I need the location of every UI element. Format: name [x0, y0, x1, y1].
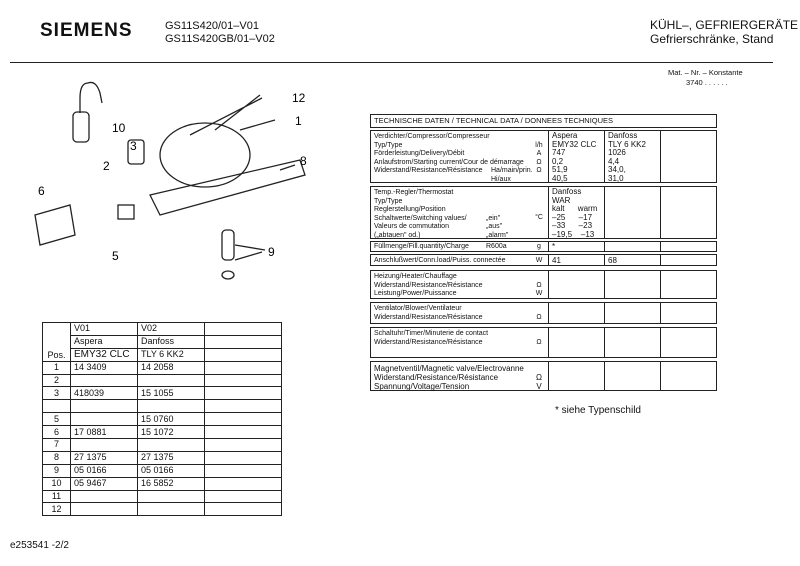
unit: A: [536, 150, 542, 158]
unit: l/h: [535, 141, 543, 149]
part-number-cell: 15 1072: [138, 426, 205, 439]
empty-cell: [205, 464, 282, 477]
cover-shape: [35, 205, 75, 245]
row-label: Förderleistung/Delivery/Débit: [374, 150, 465, 158]
v01-value: 41: [548, 255, 604, 265]
exploded-parts-drawing: [0, 80, 340, 300]
empty-column: [660, 131, 717, 182]
pos-cell: 7: [43, 439, 71, 452]
document-id: e253541 -2/2: [10, 540, 69, 551]
tech-title-box: [370, 114, 717, 128]
label-2: 2: [103, 159, 110, 173]
model-v02: GS11S420GB/01–V02: [165, 33, 275, 45]
grommet-shape: [222, 230, 234, 260]
fill-section: Füllmenge/Fill.quantity/Charge R600a g *: [370, 241, 717, 252]
empty-cell: [205, 439, 282, 452]
footnote: * siehe Typenschild: [555, 405, 641, 416]
table-row: [43, 464, 282, 477]
label-5: 5: [112, 249, 119, 263]
header-rule: [10, 62, 773, 63]
part-number-cell: 418039: [71, 387, 138, 400]
part-number-cell: 16 5852: [138, 477, 205, 490]
pos-cell: 2: [43, 374, 71, 387]
empty-cell: [205, 374, 282, 387]
part-number-cell: 05 0166: [71, 464, 138, 477]
empty-cell: [205, 413, 282, 426]
row-label: Verdichter/Compressor/Compresseur: [374, 133, 490, 140]
part-number-cell: 14 2058: [138, 361, 205, 374]
mat-nr: [668, 68, 743, 88]
part-number-cell: [138, 374, 205, 387]
category: [650, 18, 798, 46]
part-number-cell: 14 3409: [71, 361, 138, 374]
table-row: [43, 426, 282, 439]
label-9: 9: [268, 245, 275, 259]
base-rail-shape: [150, 160, 305, 215]
part-number-cell: [71, 439, 138, 452]
empty-cell: [205, 503, 282, 516]
empty-column: [660, 362, 717, 390]
unit: Ω: [536, 158, 542, 166]
empty-cell: [205, 426, 282, 439]
capacitor-shape: [73, 112, 89, 142]
label-1: 1: [295, 114, 302, 128]
table-row: [43, 387, 282, 400]
empty-cell: [205, 490, 282, 503]
pos-cell: 10: [43, 477, 71, 490]
heater-section: Heizung/Heater/Chauffage Widerstand/Resistance/Résistance Leistung/Power/Puissance Ω W: [370, 270, 717, 299]
conn-load-section: Anschlußwert/Conn.load/Puiss. connectée W 41 68: [370, 254, 717, 266]
v01-column: Aspera EMY32 CLC 747 0,2 51,9 40,5: [548, 131, 604, 182]
table-row: [43, 400, 282, 413]
empty-cell: [205, 400, 282, 413]
model-numbers: [165, 20, 275, 46]
v01-column: [548, 362, 604, 390]
row-label: Anlaufstrom/Starting current/Cour de démarrage: [374, 158, 524, 166]
pos-cell: 12: [43, 503, 71, 516]
row-label: Widerstand/Resistance/Résistance: [374, 167, 483, 175]
part-number-cell: [71, 400, 138, 413]
thermostat-section: Temp.-Regler/Thermostat Typ/Type Reglerstellung/Position Schaltwerte/Switching values/ Valeurs de commutation („abtauen" od.) „ein" „aus" „alarm" °C Danfoss WAR kalt warm –25 –17 –33 –23 –19,5 –13: [370, 186, 717, 239]
pos-cell: [43, 400, 71, 413]
pos-header: Pos.: [43, 323, 71, 362]
label-6: 6: [38, 184, 45, 198]
part-number-cell: [138, 400, 205, 413]
part-number-cell: 27 1375: [138, 451, 205, 464]
label-10: 10: [112, 121, 126, 135]
part-number-cell: [138, 490, 205, 503]
part-number-cell: 05 0166: [138, 464, 205, 477]
part-number-cell: 27 1375: [71, 451, 138, 464]
empty-cell: [205, 387, 282, 400]
timer-section: Schaltuhr/Timer/Minuterie de contact Widerstand/Resistance/Résistance Ω: [370, 327, 717, 358]
part-number-cell: 15 1055: [138, 387, 205, 400]
part-number-cell: [138, 503, 205, 516]
table-row: [43, 503, 282, 516]
v02-column: [604, 187, 660, 238]
label-8: 8: [300, 154, 307, 168]
part-number-cell: [71, 413, 138, 426]
mid-label: Ha/main/prin.: [491, 167, 533, 175]
table-row: [43, 490, 282, 503]
unit: Ω: [536, 167, 542, 175]
tech-title: TECHNISCHE DATEN / TECHNICAL DATA / DONNEES TECHNIQUES: [374, 116, 614, 125]
empty-column: [660, 328, 717, 357]
part-number-cell: 17 0881: [71, 426, 138, 439]
part-number-cell: [71, 490, 138, 503]
empty-column: [660, 271, 717, 298]
siemens-logo: SIEMENS: [40, 20, 133, 41]
v01-column: [548, 303, 604, 323]
parts-table: Pos. V01 V02 Aspera Danfoss EMY32 CLC TLY 6 KK2 1 14 3409 14 2058 2 3 418039 15 1055 5 15 0760 6 17 0881 15 1072 7 8 27 1375 27 1375 9 05 0166 05 0166 10 05 9467 16 5852 11 12: [42, 322, 282, 516]
empty-column: [660, 255, 717, 265]
part-number-cell: [71, 503, 138, 516]
compressor-shape: [160, 123, 250, 187]
category-subtitle: Gefrierschränke, Stand: [650, 32, 774, 46]
label-12: 12: [292, 91, 306, 105]
empty-cell: [205, 361, 282, 374]
clip-shape: [118, 205, 134, 219]
table-row: [43, 413, 282, 426]
v01-value: *: [548, 242, 604, 251]
v02-column: [604, 242, 660, 251]
v02-column: [604, 271, 660, 298]
mat-label: Mat. – Nr. – Konstante: [668, 68, 743, 77]
v02-column: Danfoss TLY 6 KK2 1026 4,4 34,0, 31,0: [604, 131, 660, 182]
empty-column: [660, 242, 717, 251]
v02-value: 68: [604, 255, 660, 265]
table-row: [43, 477, 282, 490]
pos-cell: 9: [43, 464, 71, 477]
pos-cell: 5: [43, 413, 71, 426]
unit: °C: [535, 214, 543, 221]
pos-cell: 11: [43, 490, 71, 503]
v01-column: Danfoss WAR kalt warm –25 –17 –33 –23 –19,5 –13: [548, 187, 604, 238]
pos-cell: 6: [43, 426, 71, 439]
empty-column: [660, 303, 717, 323]
table-row: [43, 439, 282, 452]
table-row: [43, 361, 282, 374]
compressor-section: [370, 130, 717, 183]
part-number-cell: [138, 439, 205, 452]
empty-cell: [205, 451, 282, 464]
v01-column: [548, 328, 604, 357]
mat-value: 3740 . . . . . .: [686, 78, 728, 87]
pos-cell: 1: [43, 361, 71, 374]
row-label: Typ/Type: [374, 141, 403, 149]
mid-label: Hi/aux: [491, 175, 511, 183]
pos-cell: 8: [43, 451, 71, 464]
pos-cell: 3: [43, 387, 71, 400]
empty-column: [660, 187, 717, 238]
part-number-cell: 05 9467: [71, 477, 138, 490]
empty-cell: [205, 477, 282, 490]
table-row: [43, 374, 282, 387]
valve-section: Magnetventil/Magnetic valve/Electrovanne Widerstand/Resistance/Résistance Spannung/Voltage/Tension Ω V: [370, 361, 717, 391]
part-number-cell: [71, 374, 138, 387]
model-v01: GS11S420/01–V01: [165, 20, 259, 32]
blower-section: Ventilator/Blower/Ventilateur Widerstand/Resistance/Résistance Ω: [370, 302, 717, 324]
v02-column: [604, 362, 660, 390]
label-3: 3: [130, 139, 137, 153]
part-number-cell: 15 0760: [138, 413, 205, 426]
table-row: [43, 451, 282, 464]
v02-column: [604, 328, 660, 357]
category-title: KÜHL–, GEFRIERGERÄTE: [650, 18, 799, 32]
v01-column: [548, 271, 604, 298]
v02-column: [604, 303, 660, 323]
